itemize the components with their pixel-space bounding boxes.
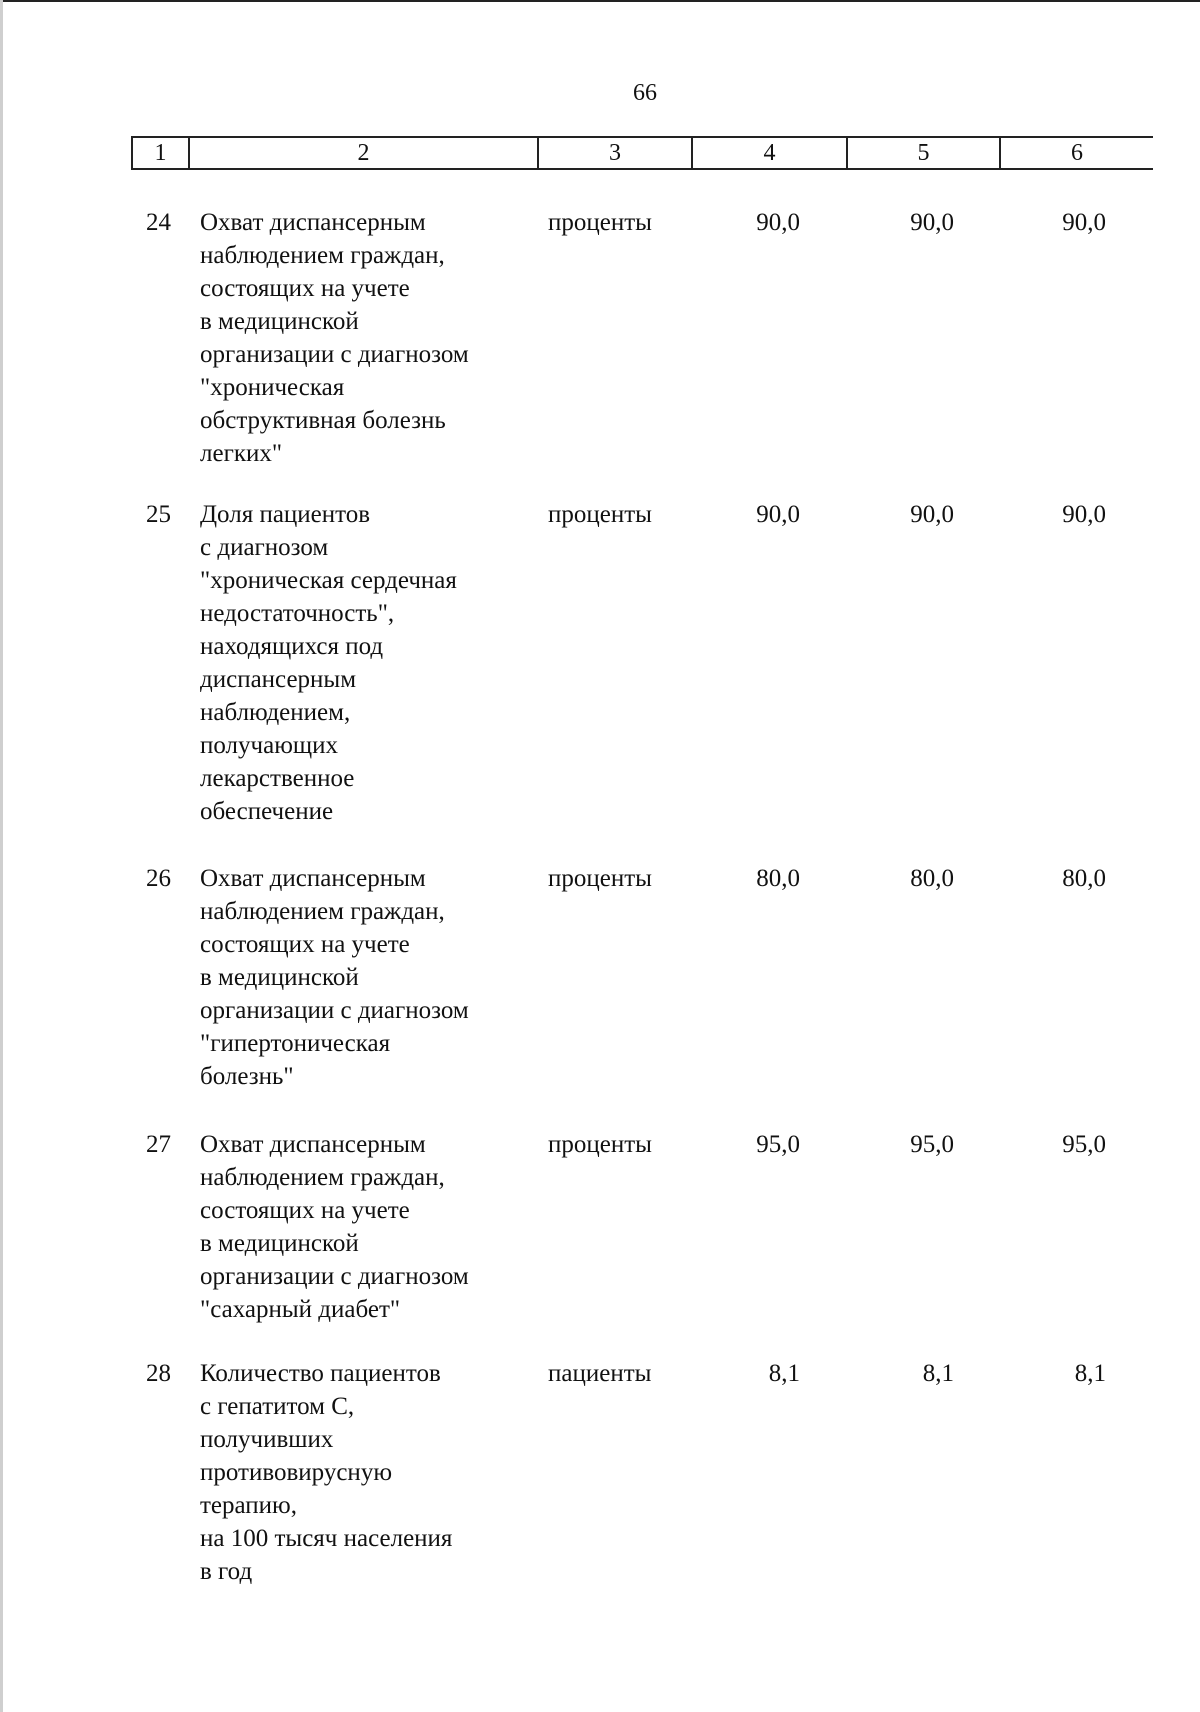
value-col-4: 80,0 bbox=[756, 865, 800, 892]
header-col-3: 3 bbox=[537, 138, 691, 168]
header-col-6: 6 bbox=[999, 138, 1153, 168]
value-col-4: 95,0 bbox=[756, 1131, 800, 1158]
top-border-line bbox=[0, 0, 1200, 2]
indicator-name: Охват диспансерным наблюдением граждан, состоящих на учете в медицинской организации с диагнозом "гипертоническая болезнь" bbox=[200, 865, 469, 1090]
value-col-5: 90,0 bbox=[910, 501, 954, 528]
unit-of-measure: пациенты bbox=[548, 1360, 652, 1387]
value-col-4: 90,0 bbox=[756, 209, 800, 236]
scan-edge bbox=[0, 0, 3, 1712]
indicator-name: Количество пациентов с гепатитом С, получивших противовирусную терапию, на 100 тысяч населения в год bbox=[200, 1360, 453, 1585]
unit-of-measure: проценты bbox=[548, 501, 652, 528]
indicator-name: Охват диспансерным наблюдением граждан, состоящих на учете в медицинской организации с диагнозом "сахарный диабет" bbox=[200, 1131, 469, 1323]
value-col-4: 90,0 bbox=[756, 501, 800, 528]
indicator-name: Охват диспансерным наблюдением граждан, состоящих на учете в медицинской организации с диагнозом "хроническая обструктивная болезнь легких" bbox=[200, 209, 469, 467]
row-number: 28 bbox=[146, 1360, 171, 1387]
value-col-6: 90,0 bbox=[1062, 209, 1106, 236]
row-number: 25 bbox=[146, 501, 171, 528]
header-col-5: 5 bbox=[846, 138, 999, 168]
value-col-6: 90,0 bbox=[1062, 501, 1106, 528]
unit-of-measure: проценты bbox=[548, 1131, 652, 1158]
header-col-2: 2 bbox=[188, 138, 537, 168]
value-col-5: 95,0 bbox=[910, 1131, 954, 1158]
value-col-6: 95,0 bbox=[1062, 1131, 1106, 1158]
value-col-4: 8,1 bbox=[768, 1360, 800, 1387]
value-col-5: 8,1 bbox=[922, 1360, 954, 1387]
value-col-6: 80,0 bbox=[1062, 865, 1106, 892]
header-col-1: 1 bbox=[131, 138, 188, 168]
row-number: 27 bbox=[146, 1131, 171, 1158]
table-header bbox=[131, 136, 1153, 170]
value-col-5: 80,0 bbox=[910, 865, 954, 892]
row-number: 24 bbox=[146, 209, 171, 236]
unit-of-measure: проценты bbox=[548, 209, 652, 236]
value-col-6: 8,1 bbox=[1074, 1360, 1106, 1387]
value-col-5: 90,0 bbox=[910, 209, 954, 236]
indicator-name: Доля пациентов с диагнозом "хроническая сердечная недостаточность", находящихся под диспансерным наблюдением, получающих лекарственное обеспечение bbox=[200, 501, 457, 825]
row-number: 26 bbox=[146, 865, 171, 892]
header-col-4: 4 bbox=[691, 138, 846, 168]
page-number: 66 bbox=[633, 80, 657, 106]
unit-of-measure: проценты bbox=[548, 865, 652, 892]
top-border-dash bbox=[750, 0, 770, 2]
